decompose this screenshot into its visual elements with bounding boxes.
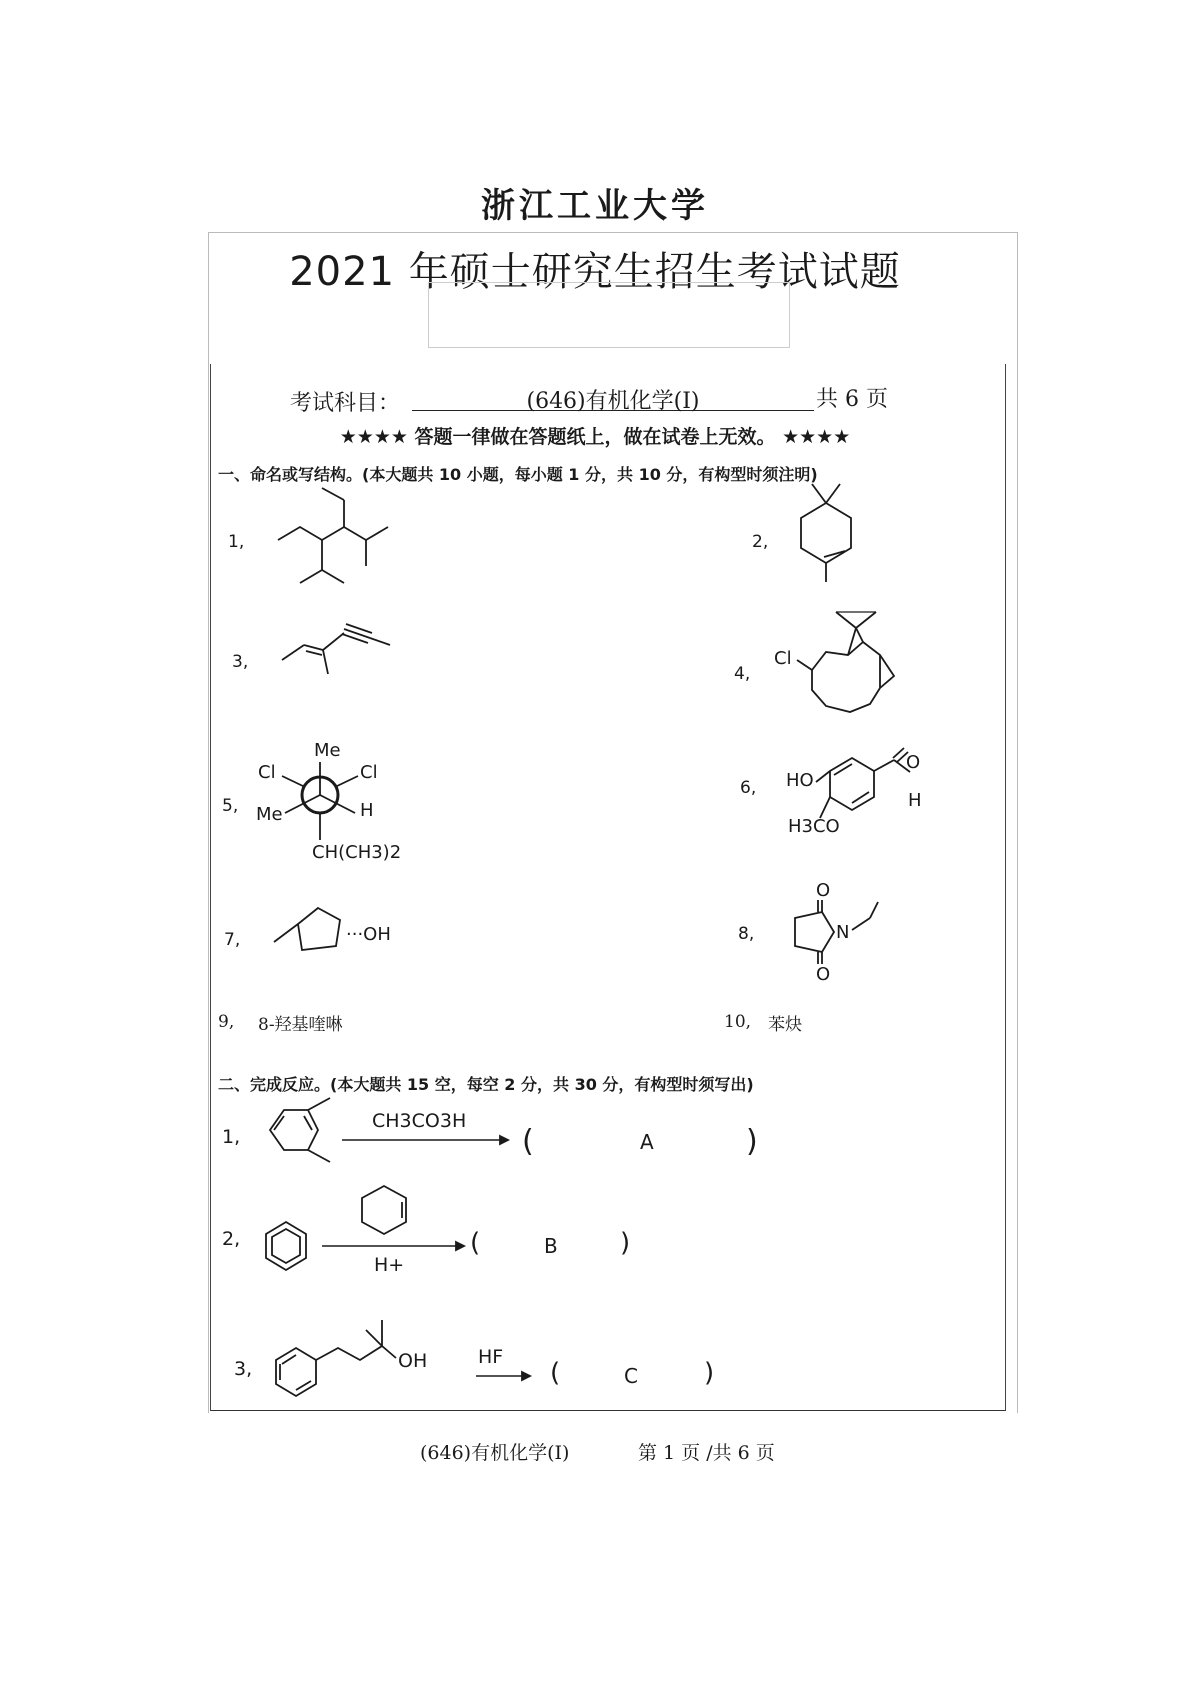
item-number: 6, bbox=[740, 778, 757, 798]
open-paren: ( bbox=[550, 1358, 561, 1388]
item-number: 7, bbox=[224, 930, 241, 950]
subject-value: (646)有机化学(I) bbox=[526, 389, 700, 414]
item-number: 8, bbox=[738, 924, 755, 944]
university-name: 浙江工业大学 bbox=[481, 186, 709, 226]
answer-c: C bbox=[624, 1364, 638, 1388]
carbonyl-o2-label: O bbox=[816, 964, 831, 985]
newman-bottom-label: CH(CH3)2 bbox=[312, 842, 402, 863]
reagent-peracetic-acid: CH3CO3H bbox=[372, 1110, 467, 1132]
newman-right-up-label: Cl bbox=[360, 762, 378, 783]
newman-left-down-label: Me bbox=[256, 804, 283, 825]
footer-page-number: 第 1 页 /共 6 页 bbox=[638, 1442, 775, 1464]
reagent-acid: H+ bbox=[374, 1254, 405, 1276]
reaction-number: 2, bbox=[222, 1228, 241, 1250]
item-number: 4, bbox=[734, 664, 751, 684]
item-number: 2, bbox=[752, 532, 769, 552]
aldehyde-o-label: O bbox=[906, 752, 921, 773]
reagent-hf: HF bbox=[478, 1346, 504, 1368]
open-paren: ( bbox=[522, 1124, 534, 1159]
item-number: 10, bbox=[724, 1012, 752, 1032]
aldehyde-h-label: H bbox=[908, 790, 922, 811]
item-number: 9, bbox=[218, 1012, 235, 1032]
item-number: 3, bbox=[232, 652, 249, 672]
section1-heading: 一、命名或写结构。(本大题共 10 小题，每小题 1 分，共 10 分，有构型时须注明) bbox=[218, 465, 818, 484]
chloro-label: Cl bbox=[774, 648, 792, 669]
hydroxyl-label: ···OH bbox=[346, 924, 391, 945]
answer-b: B bbox=[544, 1234, 558, 1258]
close-paren: ) bbox=[704, 1358, 715, 1388]
answer-a: A bbox=[640, 1130, 654, 1154]
newman-left-up-label: Cl bbox=[258, 762, 276, 783]
newman-top-label: Me bbox=[314, 740, 341, 761]
newman-right-down-label: H bbox=[360, 800, 374, 821]
hydroxyl-label: OH bbox=[398, 1350, 428, 1372]
nitrogen-label: N bbox=[836, 922, 850, 943]
item-number: 5, bbox=[222, 796, 239, 816]
item-10-name: 苯炔 bbox=[768, 1015, 802, 1035]
close-paren: ) bbox=[746, 1124, 758, 1159]
open-paren: ( bbox=[470, 1228, 481, 1258]
reaction-number: 1, bbox=[222, 1126, 241, 1148]
subject-label: 考试科目： bbox=[290, 391, 401, 416]
carbonyl-o1-label: O bbox=[816, 880, 831, 901]
item-9-name: 8-羟基喹啉 bbox=[258, 1015, 343, 1035]
answer-notice: ★★★★ 答题一律做在答题纸上，做在试卷上无效。 ★★★★ bbox=[339, 426, 851, 448]
footer-subject: (646)有机化学(I) bbox=[420, 1442, 570, 1464]
hydroxyl-label: HO bbox=[786, 770, 814, 791]
methoxy-label: H3CO bbox=[788, 816, 840, 837]
section2-heading: 二、完成反应。(本大题共 15 空，每空 2 分，共 30 分，有构型时须写出) bbox=[218, 1075, 754, 1094]
close-paren: ) bbox=[620, 1228, 631, 1258]
reaction-number: 3, bbox=[234, 1358, 253, 1380]
exam-title: 2021 年硕士研究生招生考试试题 bbox=[289, 249, 901, 295]
total-pages: 共 6 页 bbox=[816, 387, 888, 412]
item-number: 1, bbox=[228, 532, 245, 552]
